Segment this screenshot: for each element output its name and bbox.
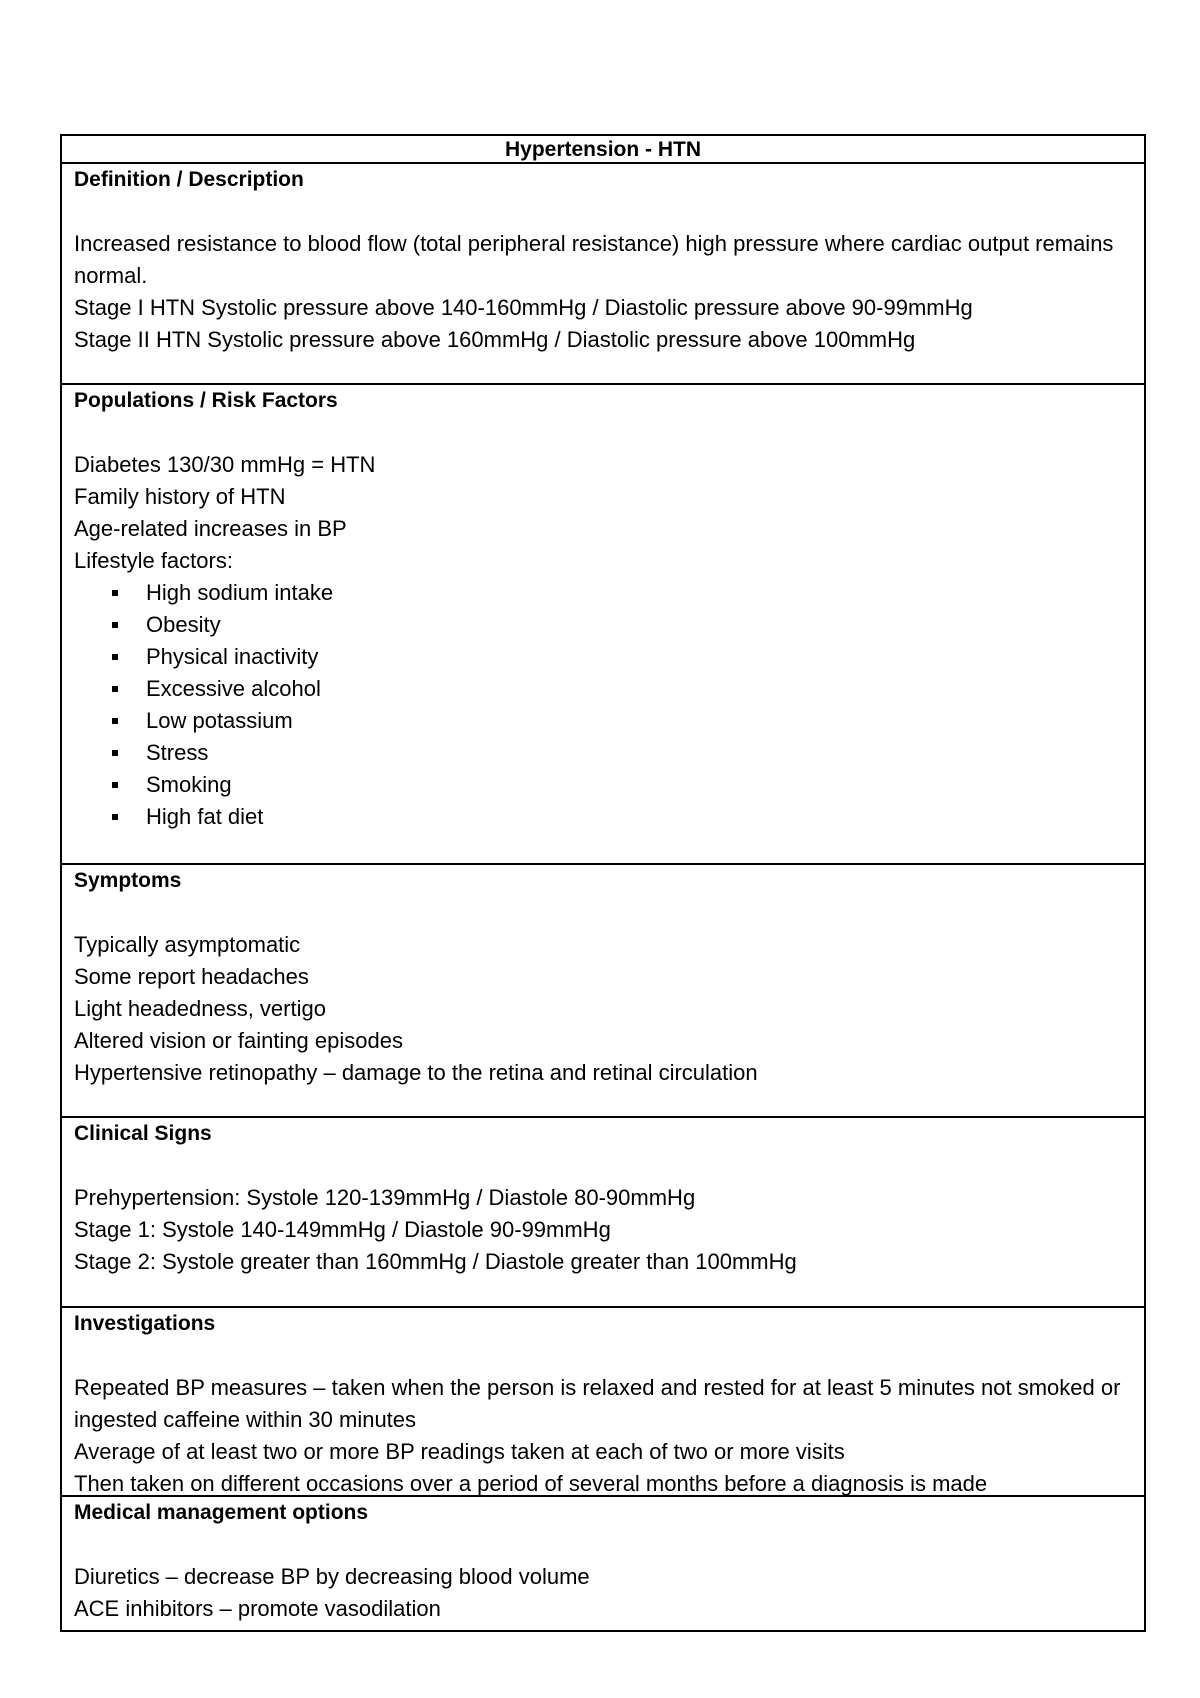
spacer [74,1150,1134,1182]
list-item [112,705,1134,737]
section-heading-symptoms: Symptoms [74,869,182,892]
risk-factor-line: Diabetes 130/30 mmHg = HTN [74,452,376,477]
management-line: Diuretics – decrease BP by decreasing blood volume [74,1564,590,1589]
lifestyle-factors-list [74,577,1134,833]
section-clinical-signs [62,1118,1144,1308]
section-heading-medical-management: Medical management options [74,1501,369,1524]
list-item [112,577,1134,609]
section-heading-investigations: Investigations [74,1312,216,1335]
square-bullet-icon [112,814,118,820]
clinical-sign-line: Stage 1: Systole 140-149mmHg / Diastole 90-99mmHg [74,1217,611,1242]
list-item [112,641,1134,673]
square-bullet-icon [112,750,118,756]
section-investigations [62,1308,1144,1497]
investigation-line: Then taken on different occasions over a period of several months before a diagnosis is made [74,1471,988,1496]
list-item [112,737,1134,769]
list-item [112,609,1134,641]
section-populations [62,385,1144,865]
section-medical-management [62,1497,1144,1630]
symptom-line: Hypertensive retinopathy – damage to the retina and retinal circulation [74,1060,758,1085]
square-bullet-icon [112,718,118,724]
list-item-label: Stress [146,740,209,765]
square-bullet-icon [112,590,118,596]
section-definition [62,164,1144,385]
spacer [74,1529,1134,1561]
list-item [112,801,1134,833]
symptom-line: Altered vision or fainting episodes [74,1028,403,1053]
clinical-sign-line: Prehypertension: Systole 120-139mmHg / Diastole 80-90mmHg [74,1185,696,1210]
definition-line: Stage I HTN Systolic pressure above 140-160mmHg / Diastolic pressure above 90-99mmHg [74,295,973,320]
section-heading-definition: Definition / Description [74,168,304,191]
risk-factor-line: Lifestyle factors: [74,548,233,573]
symptom-line: Light headedness, vertigo [74,996,326,1021]
definition-line: Increased resistance to blood flow (total peripheral resistance) high pressure where cardiac output remains normal. [74,231,1114,288]
section-symptoms [62,865,1144,1118]
list-item-label: High fat diet [146,804,264,829]
list-item-label: Excessive alcohol [146,676,321,701]
list-item-label: Obesity [146,612,221,637]
hypertension-table [60,134,1146,1632]
list-item-label: High sodium intake [146,580,334,605]
section-heading-clinical-signs: Clinical Signs [74,1122,212,1145]
clinical-sign-line: Stage 2: Systole greater than 160mmHg / Diastole greater than 100mmHg [74,1249,797,1274]
investigation-line: Repeated BP measures – taken when the person is relaxed and rested for at least 5 minutes not smoked or ingested caffeine within 30 minutes [74,1375,1121,1432]
spacer [74,417,1134,449]
list-item [112,769,1134,801]
symptom-line: Typically asymptomatic [74,932,301,957]
list-item-label: Physical inactivity [146,644,319,669]
risk-factor-line: Family history of HTN [74,484,286,509]
risk-factor-line: Age-related increases in BP [74,516,347,541]
definition-line: Stage II HTN Systolic pressure above 160mmHg / Diastolic pressure above 100mmHg [74,327,916,352]
symptom-line: Some report headaches [74,964,309,989]
document-title: Hypertension - HTN [62,136,1144,164]
list-item-label: Smoking [146,772,232,797]
square-bullet-icon [112,782,118,788]
square-bullet-icon [112,686,118,692]
list-item-label: Low potassium [146,708,293,733]
section-heading-populations: Populations / Risk Factors [74,389,338,412]
list-item [112,673,1134,705]
spacer [74,196,1134,228]
square-bullet-icon [112,654,118,660]
spacer [74,1340,1134,1372]
square-bullet-icon [112,622,118,628]
spacer [74,897,1134,929]
management-line: ACE inhibitors – promote vasodilation [74,1596,441,1621]
investigation-line: Average of at least two or more BP readings taken at each of two or more visits [74,1439,845,1464]
